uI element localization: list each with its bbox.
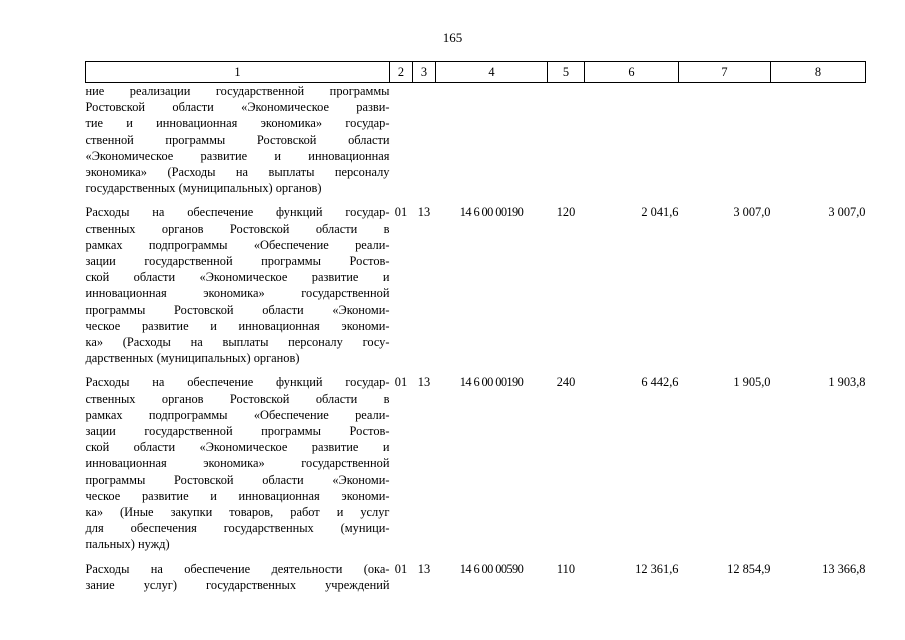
text-line: ственной программы Ростовской области bbox=[85, 132, 390, 147]
amount-cell: 1 903,8 bbox=[828, 375, 866, 390]
expense-type-cell bbox=[548, 83, 585, 197]
text-line: Ростовской области «Экономическое разви- bbox=[85, 100, 390, 115]
expense-type-cell: 240 bbox=[556, 375, 576, 390]
text-line: ской области «Экономическое развитие и bbox=[85, 270, 390, 285]
text-line: экономика» (Расходы на выплаты персоналу bbox=[85, 165, 390, 180]
text-line: Расходы на обеспечение функций государ- bbox=[85, 375, 390, 390]
text-line: дарственных (муниципальных) органов) bbox=[85, 351, 300, 366]
header-row bbox=[86, 62, 866, 83]
description-cell bbox=[86, 196, 390, 366]
subsection-cell: 13 bbox=[417, 561, 431, 576]
header-cell: 3 bbox=[413, 62, 436, 83]
budget-table bbox=[85, 61, 866, 593]
text-line: ственных органов Ростовской области в bbox=[85, 391, 390, 406]
text-line: ческое развитие и инновационная экономи- bbox=[85, 488, 390, 503]
expense-type-cell: 110 bbox=[556, 561, 576, 576]
header-cell: 4 bbox=[436, 62, 548, 83]
amount-cell: 2 041,6 bbox=[641, 205, 679, 220]
text-line: зации государственной программы Ростов- bbox=[85, 424, 390, 439]
page-number: 165 bbox=[442, 30, 463, 45]
header-cell: 1 bbox=[86, 62, 390, 83]
subsection-cell: 13 bbox=[417, 205, 431, 220]
table-row bbox=[86, 553, 866, 593]
text-line: рамках подпрограммы «Обеспечение реали- bbox=[85, 407, 390, 422]
amount-cell bbox=[679, 83, 771, 197]
target-article-cell: 14 6 00 00590 bbox=[459, 561, 524, 576]
text-line: «Экономическое развитие и инновационная bbox=[85, 148, 390, 163]
text-line: тие и инновационная экономика» государ- bbox=[85, 116, 390, 131]
table-row bbox=[86, 196, 866, 366]
target-article-cell bbox=[436, 83, 548, 197]
table-row bbox=[86, 366, 866, 552]
text-line: инновационная экономика» государственной bbox=[85, 456, 390, 471]
description-cell bbox=[86, 83, 390, 197]
text-line: ской области «Экономическое развитие и bbox=[85, 440, 390, 455]
text-line: Расходы на обеспечение деятельности (ока- bbox=[85, 561, 390, 576]
text-line: пальных) нужд) bbox=[85, 537, 170, 552]
header-cell: 7 bbox=[679, 62, 771, 83]
text-line: программы Ростовской области «Экономи- bbox=[85, 472, 390, 487]
header-cell: 6 bbox=[585, 62, 679, 83]
description-cell bbox=[86, 366, 390, 552]
amount-cell: 1 905,0 bbox=[733, 375, 771, 390]
text-line: ка» (Иные закупки товаров, работ и услуг bbox=[85, 505, 390, 520]
text-line: инновационная экономика» государственной bbox=[85, 286, 390, 301]
subsection-cell: 13 bbox=[417, 375, 431, 390]
section-cell: 01 bbox=[394, 375, 408, 390]
amount-cell: 12 854,9 bbox=[727, 561, 771, 576]
amount-cell bbox=[585, 83, 679, 197]
amount-cell: 12 361,6 bbox=[635, 561, 679, 576]
expense-type-cell: 120 bbox=[556, 205, 576, 220]
section-cell bbox=[390, 83, 413, 197]
text-line: программы Ростовской области «Экономи- bbox=[85, 302, 390, 317]
amount-cell bbox=[771, 83, 866, 197]
header-cell: 5 bbox=[548, 62, 585, 83]
section-cell: 01 bbox=[394, 205, 408, 220]
amount-cell: 3 007,0 bbox=[828, 205, 866, 220]
text-line: государственных (муниципальных) органов) bbox=[85, 181, 322, 196]
amount-cell: 6 442,6 bbox=[641, 375, 679, 390]
subsection-cell bbox=[413, 83, 436, 197]
text-line: ка» (Расходы на выплаты персоналу госу- bbox=[85, 335, 390, 350]
table-row bbox=[86, 83, 866, 197]
description-cell bbox=[86, 553, 390, 593]
text-line: зание услуг) государственных учреждений bbox=[85, 577, 390, 592]
text-line: для обеспечения государственных (муници- bbox=[85, 521, 390, 536]
text-line: Расходы на обеспечение функций государ- bbox=[85, 205, 390, 220]
amount-cell: 13 366,8 bbox=[822, 561, 866, 576]
amount-cell: 3 007,0 bbox=[733, 205, 771, 220]
target-article-cell: 14 6 00 00190 bbox=[459, 375, 524, 390]
target-article-cell: 14 6 00 00190 bbox=[459, 205, 524, 220]
text-line: ческое развитие и инновационная экономи- bbox=[85, 318, 390, 333]
text-line: ние реализации государственной программы bbox=[85, 84, 390, 98]
header-cell: 8 bbox=[771, 62, 866, 83]
text-line: ственных органов Ростовской области в bbox=[85, 221, 390, 236]
text-line: зации государственной программы Ростов- bbox=[85, 254, 390, 269]
section-cell: 01 bbox=[394, 561, 408, 576]
text-line: рамках подпрограммы «Обеспечение реали- bbox=[85, 237, 390, 252]
header-cell: 2 bbox=[390, 62, 413, 83]
